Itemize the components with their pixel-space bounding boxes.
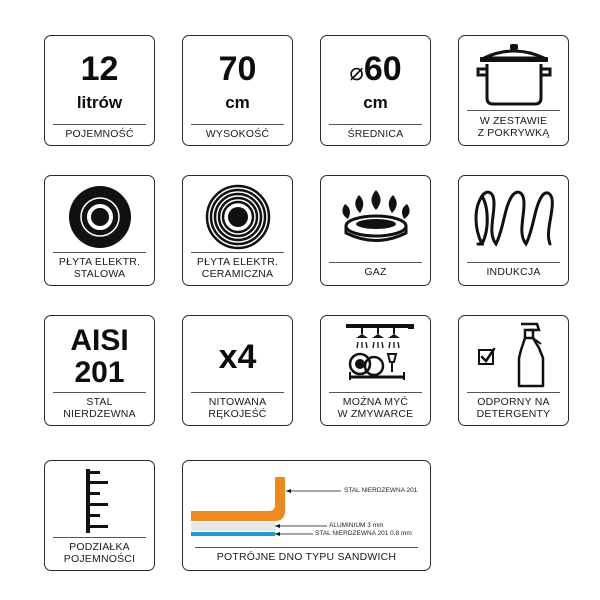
dishwasher-tile [320,315,431,426]
ceramic-hob-icon [183,184,292,250]
steel-plate-label: PŁYTA ELEKTR. STALOWA [58,256,141,280]
height-value: 70 [218,50,257,88]
detergent-tile [458,315,569,426]
steel-grade-line1: AISI [70,324,129,357]
sandwich-bottom-icon [183,461,432,539]
separator [191,124,284,125]
steel-grade-line2: 201 [74,356,125,389]
ceramic-plate-label: PŁYTA ELEKTR. CERAMICZNA [196,256,279,280]
spray-bottle-icon [459,320,568,388]
separator [467,262,560,263]
capacity-label: POJEMNOŚĆ [65,128,134,140]
detergent-label: ODPORNY NA DETERGENTY [476,396,551,420]
gas-burner-icon [321,186,430,252]
lid-tile [458,35,569,146]
capacity-tile [44,35,155,146]
measuring-scale-icon [45,467,154,535]
capacity-unit: litrów [76,93,123,112]
pot-with-lid-icon [459,42,568,108]
steel-grade-label: STAL NIERDZEWNA [63,396,136,420]
separator [195,547,418,548]
diameter-label: ŚREDNICA [347,128,404,140]
ceramic-plate-tile [182,175,293,286]
layer-middle-label: ALUMINIUM 3 mm [329,522,384,529]
scale-label: PODZIAŁKA POJEMNOŚCI [63,541,136,565]
electric-hotplate-icon [45,184,154,250]
separator [329,262,422,263]
separator [329,124,422,125]
layer-bottom-label: STAL NIERDZEWNA 201 0.8 mm [315,530,412,537]
induction-coil-icon [459,184,568,250]
dishwasher-label: MOŻNA MYĆ W ZMYWARCE [337,396,414,420]
height-tile [182,35,293,146]
diameter-value-row [321,50,430,92]
separator [467,110,560,111]
diameter-value: 60 [363,50,402,88]
scale-tile [44,460,155,571]
height-label: WYSOKOŚĆ [205,128,270,140]
height-unit: cm [225,93,250,112]
layer-top-label: STAL NIERDZEWNA 201 [344,487,418,494]
handles-value: x4 [218,338,257,376]
gas-label: GAZ [364,266,387,278]
sandwich-tile [182,460,431,571]
steel-grade-tile [44,315,155,426]
dishwasher-icon [321,322,430,384]
separator [53,537,146,538]
gas-tile [320,175,431,286]
separator [53,124,146,125]
separator [467,392,560,393]
separator [53,252,146,253]
steel-plate-tile [44,175,155,286]
capacity-value: 12 [80,50,119,88]
sandwich-label: POTRÓJNE DNO TYPU SANDWICH [216,551,397,563]
separator [191,392,284,393]
separator [329,392,422,393]
induction-tile [458,175,569,286]
handles-tile [182,315,293,426]
separator [53,392,146,393]
diameter-symbol: ⌀ [349,59,364,86]
diameter-tile [320,35,431,146]
handles-label: NITOWANA RĘKOJEŚĆ [208,396,267,420]
diameter-unit: cm [363,93,388,112]
separator [191,252,284,253]
induction-label: INDUKCJA [486,266,541,278]
lid-label: W ZESTAWIE Z POKRYWKĄ [477,115,550,139]
